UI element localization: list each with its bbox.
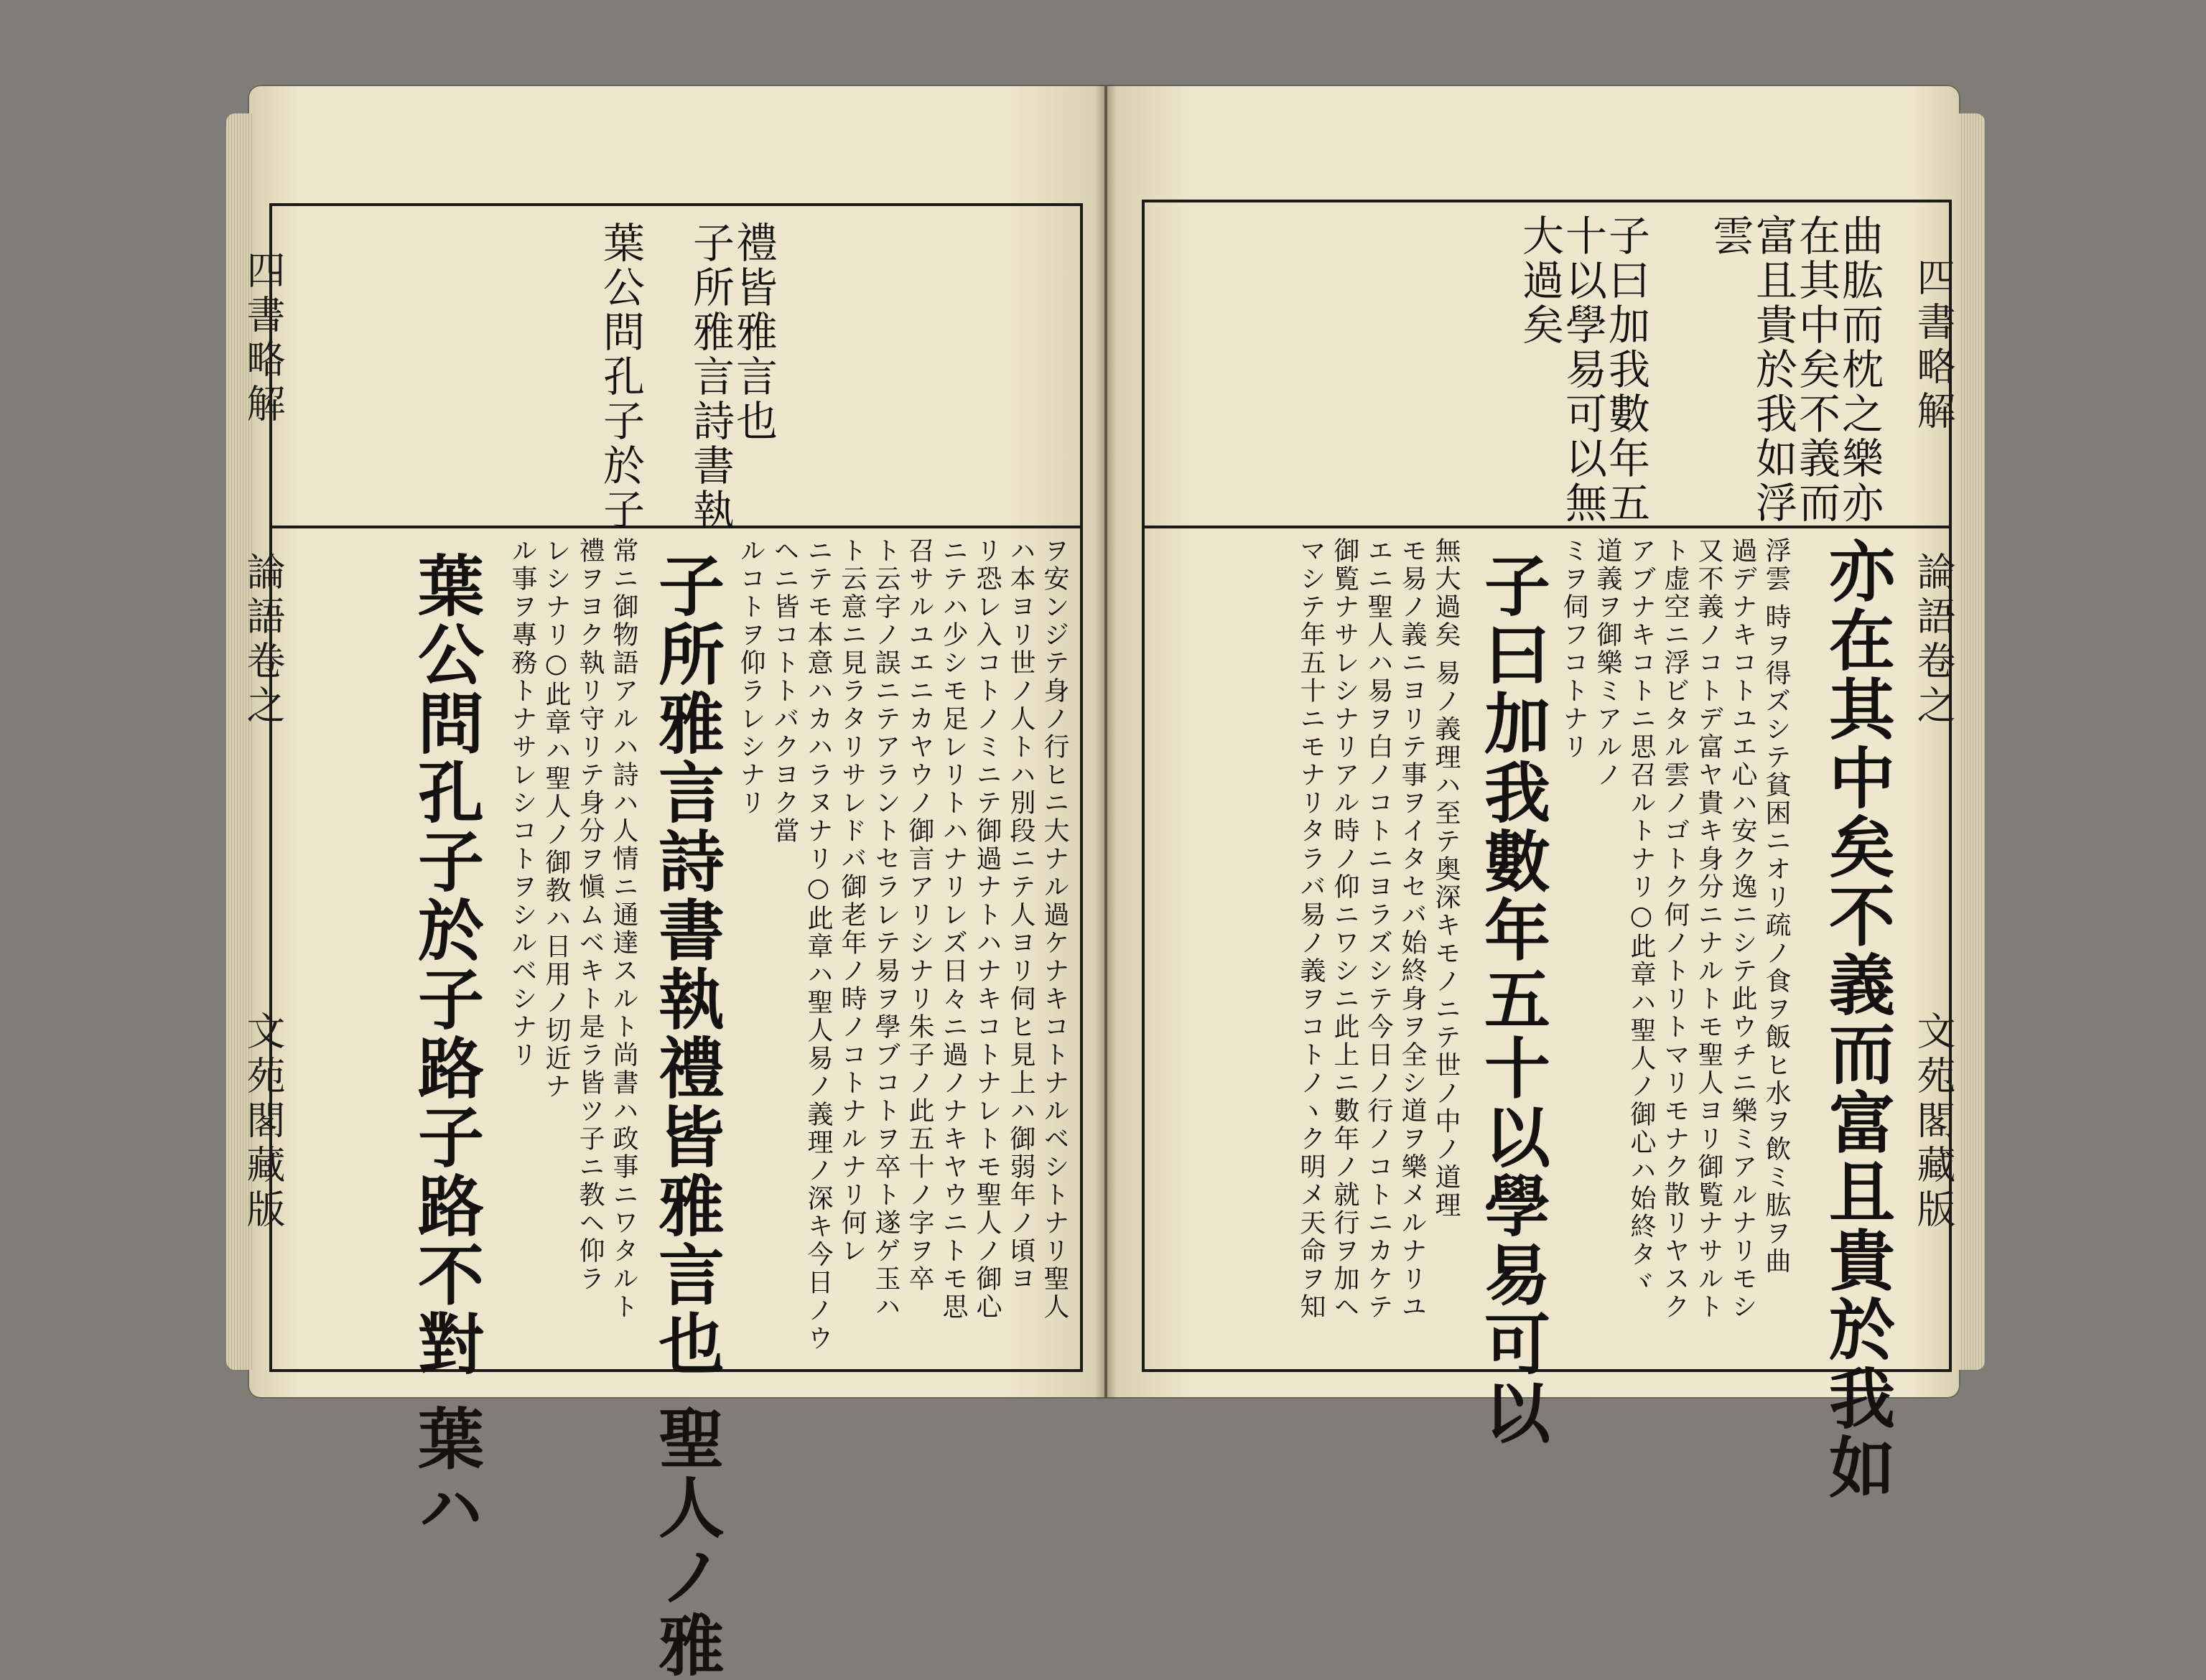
left-margin-title: 四書略解 [241,250,286,428]
left-lower-text-5: 召サルユエニカヤウノ御言アリシナリ朱子ノ此五十ノ字ヲ卒 [905,537,934,1293]
right-lower-text-11: 御覧ナサレシナリアル時ノ仰ニワシニ此上ニ數年ノ就行ヲ加ヘ [1330,537,1359,1321]
right-lower-text-12: マシテ年五十ニモナリタラバ易ノ義ヲコトノヽク明メ天命ヲ知 [1296,537,1326,1321]
left-lower-text-2: ハ本ヨリ世ノ人トハ別段ニテ人ヨリ伺ヒ見上ハ御弱年ノ頃ヨ [1006,537,1035,1293]
right-upper-text-1: 曲肱而枕之樂亦 [1835,214,1884,526]
left-lower-text-4: ニテハ少シモ足レリトハナリレズ日々ニ過ノナキヤウニトモ思 [939,537,968,1321]
right-horizontal-rule [1145,526,1949,528]
left-margin-publisher: 文苑閣藏版 [241,1011,286,1233]
left-margin-volume: 論語卷之 [241,551,286,729]
right-lower-text-5: アブナキコトニ思召ルトナリ○此章ハ聖人ノ御心ハ始終タヾ [1626,537,1656,1297]
right-lower-text-4: ト虚空ニ浮ビタル雲ノゴトク何ノトリトマリモナク散リヤスク [1660,537,1690,1321]
left-lower-text-11: 常ニ御物語アルハ詩ハ人情ニ通達スルト尚書ハ政事ニワタルト [609,537,638,1321]
right-lower-text-3: 又不義ノコトデ富ヤ貴キ身分ニナルトモ聖人ヨリ御覧ナサルト [1694,537,1723,1321]
left-lower-text-1: ヲ安ンジテ身ノ行ヒニ大ナル過ケナキコトナルベシトナリ聖人 [1040,537,1069,1321]
left-lower-heading-1: 子所雅言詩書執禮皆雅言也 聖人ノ雅 [648,551,725,1680]
right-lower-heading-1: 亦在其中矣不義而富且貴於我如 [1818,537,1896,1502]
right-upper-text-3: 富且貴於我如浮 [1749,214,1797,526]
left-lower-text-10: ルコトヲ仰ラレシナリ [736,537,765,817]
left-upper-text-1: 葉公問孔子於子 [596,221,645,533]
left-lower-text-12: 禮ヲヨク執リ守リテ身分ヲ愼ムベキト是ラ皆ツ子ニ教ヘ仰ラ [575,537,605,1293]
right-upper-text-5: 子曰加我數年五 [1601,214,1650,526]
left-lower-text-3: リ恐レ入コトノミニテ御過ナトハナキコトナレトモ聖人ノ御心 [972,537,1002,1321]
right-upper-text-2: 在其中矣不義而 [1792,214,1840,526]
left-lower-heading-2: 葉公問孔子於子路子路不對 葉ハ [407,551,485,1543]
right-page-edge [1959,113,1985,1370]
left-lower-text-14: ル事ヲ專務トナサレシコトヲシルベシナリ [508,537,537,1069]
right-upper-text-7: 大過矣 [1515,214,1564,347]
left-upper-text-3: 禮皆雅言也 [729,221,778,444]
open-book [241,85,1960,1680]
left-horizontal-rule [272,526,1080,528]
right-upper-text-6: 十以學易可以無 [1558,214,1607,526]
left-upper-text-2: 子所雅言詩書執 [686,221,735,533]
right-lower-text-1: 浮雲 時ヲ得ズシテ貧困ニオリ疏ノ食ヲ飯ヒ水ヲ飲ミ肱ヲ曲 [1761,537,1791,1276]
left-lower-text-6: ト云字ノ誤ニテアラントセラレテ易ヲ學ブコトヲ卒ト遂ゲ玉ハ [871,537,900,1321]
left-lower-text-7: ト云意ニ見ラタリサレドバ御老年ノ時ノコトナルナリ何レ [837,537,867,1265]
book-gutter [1095,85,1117,1399]
right-lower-text-9: モ易ノ義ニヨリテ事ヲイタセバ始終身ヲ全シ道ヲ樂メルナリユ [1397,537,1427,1321]
left-lower-text-8: ニテモ本意ハカハラヌナリ○此章ハ聖人易ノ義理ノ深キ今日ノウ [804,537,833,1353]
right-margin-volume: 論語卷之 [1911,551,1956,729]
right-page [1106,85,1960,1502]
right-lower-heading-2: 子曰加我數年五十以學易可以 [1474,551,1551,1447]
left-page [241,85,1106,1680]
right-upper-text-4: 雲 [1705,214,1754,258]
right-margin-title: 四書略解 [1911,257,1956,435]
left-lower-text-13: レシナリ○此章ハ聖人ノ御教ハ日用ノ切近ナ [541,537,571,1101]
right-lower-text-10: エニ聖人ハ易ヲ白ノコトニヨラズシテ今日ノ行ノコトニカケテ [1364,537,1393,1321]
right-lower-text-6: 道義ヲ御樂ミアルノ [1593,537,1622,789]
left-lower-text-9: ヘニ皆コトトバクヨク當 [770,537,799,845]
right-lower-text-2: 過デナキコトユエ心ハ安ク逸ニシテ此ウチニ樂ミアルナリモシ [1728,537,1757,1321]
right-margin-publisher: 文苑閣藏版 [1911,1011,1956,1233]
right-lower-text-8: 無大過矣 易ノ義理ハ至テ奥深キモノニテ世ノ中ノ道理 [1431,537,1461,1220]
right-lower-text-7: ミヲ伺フコトナリ [1559,537,1588,761]
